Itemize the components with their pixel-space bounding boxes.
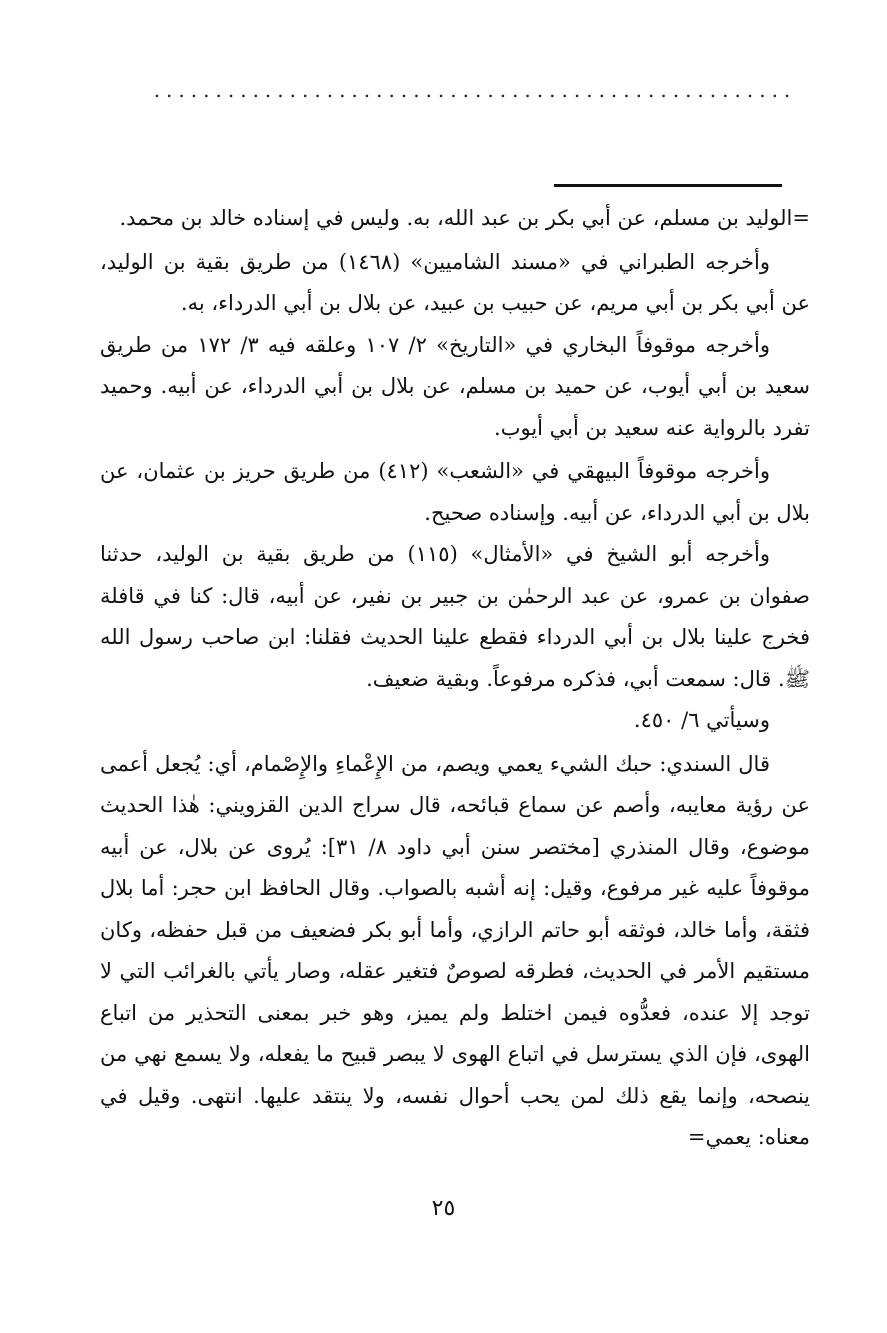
paragraph-bukhari: وأخرجه موقوفاً البخاري في «التاريخ» ٢/ ١٠٧ وعلقه فيه ٣/ ١٧٢ من طريق سعيد بن أبي أيوب، عن حميد بن مسلم، عن بلال بن أبي الدرداء، عن أبيه. وحميد تفرد بالرواية عنه سعيد بن أبي أيوب. xyxy=(100,332,810,440)
footnote-text xyxy=(100,198,810,1159)
paragraph-cross-reference: وسيأتي ٦/ ٤٥٠. xyxy=(633,708,770,732)
page-number: ٢٥ xyxy=(431,1196,456,1221)
paragraph-continuation: =الوليد بن مسلم، عن أبي بكر بن عبد الله، به. وليس في إسناده خالد بن محمد. xyxy=(119,206,810,230)
separator-dots: .................................................... xyxy=(153,78,797,102)
paragraph-sindi-commentary: قال السندي: حبك الشيء يعمي ويصم، من الإِعْماءِ والإِصْمام، أي: يُجعل أعمى عن رؤية معايبه، وأصم عن سماع قبائحه، قال سراج الدين القزويني: هٰذا الحديث موضوع، وقال المنذري [مختصر سنن أبي داود ٨/ ٣١]: يُروى عن بلال، عن أبيه موقوفاً عليه غير مرفوع، وقيل: إنه أشبه بالصواب. وقال الحافظ ابن حجر: أما بلال فثقة، وأما خالد، فوثقه أبو حاتم الرازي، وأما أبو بكر فضعيف من قبل حفظه، وكان مستقيم الأمر في الحديث، فطرقه لصوصٌ فتغير عقله، وصار يأتي بالغرائب التي لا توجد إلا عنده، فعدُّوه فيمن اختلط ولم يميز، وهو خبر بمعنى التحذير من اتباع الهوى، فإن الذي يسترسل في اتباع الهوى لا يبصر قبيح ما يفعله، ولا يسمع نهي من ينصحه، وإنما يقع ذلك لمن يحب أحوال نفسه، ولا ينتقد عليها. انتهى. وقيل في معناه: يعمي= xyxy=(100,751,810,1149)
paragraph-bayhaqi: وأخرجه موقوفاً البيهقي في «الشعب» (٤١٢) من طريق حريز بن عثمان، عن بلال بن أبي الدرداء، عن أبيه. وإسناده صحيح. xyxy=(100,459,810,525)
footnote-separator-rule xyxy=(554,184,782,187)
paragraph-abu-al-shaykh: وأخرجه أبو الشيخ في «الأمثال» (١١٥) من طريق بقية بن الوليد، حدثنا صفوان بن عمرو، عن عبد الرحمٰن بن جبير بن نفير، عن أبيه، قال: كنا في قافلة فخرج علينا بلال بن أبي الدرداء فقطع علينا الحديث فقلنا: ابن صاحب رسول الله ﷺ. قال: سمعت أبي، فذكره مرفوعاً. وبقية ضعيف. xyxy=(100,542,810,691)
paragraph-tabarani: وأخرجه الطبراني في «مسند الشاميين» (١٤٦٨) من طريق بقية بن الوليد، عن أبي بكر بن أبي مريم، عن حبيب بن عبيد، عن بلال بن أبي الدرداء، به. xyxy=(100,249,810,315)
